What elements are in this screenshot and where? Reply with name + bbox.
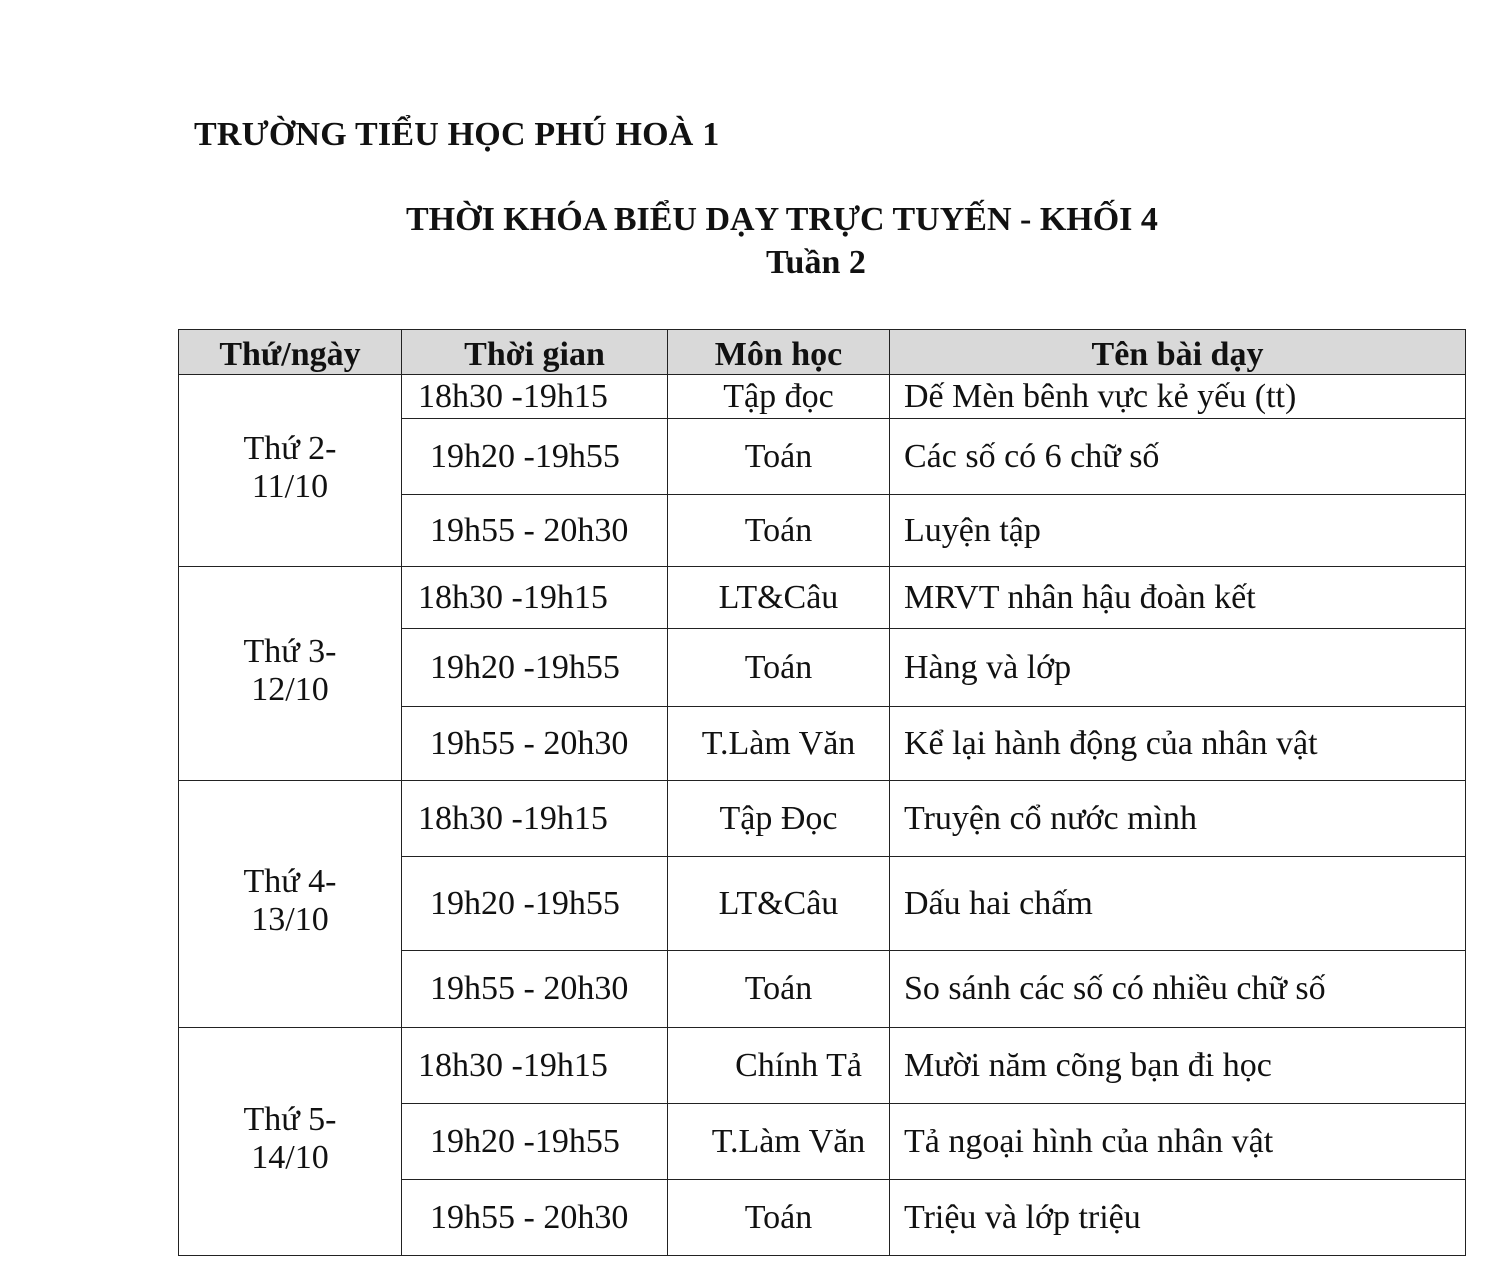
lesson-cell: Dế Mèn bênh vực kẻ yếu (tt) xyxy=(890,375,1466,419)
lesson-cell: Tả ngoại hình của nhân vật xyxy=(890,1104,1466,1180)
day-name: Thứ 4- xyxy=(243,863,337,900)
subject-cell: T.Làm Văn xyxy=(668,707,890,781)
lesson-cell: Hàng và lớp xyxy=(890,629,1466,707)
column-header-time: Thời gian xyxy=(402,330,668,375)
table-row xyxy=(179,375,1466,419)
lesson-cell: Các số có 6 chữ số xyxy=(890,419,1466,495)
lesson-cell: Luyện tập xyxy=(890,495,1466,567)
column-header-lesson: Tên bài dạy xyxy=(890,330,1466,375)
time-cell: 18h30 -19h15 xyxy=(402,1028,668,1104)
time-cell: 19h20 -19h55 xyxy=(402,1104,668,1180)
subject-cell: Toán xyxy=(668,419,890,495)
table-row xyxy=(179,781,1466,857)
subject-cell: Toán xyxy=(668,951,890,1028)
day-date: 13/10 xyxy=(251,901,329,938)
time-cell: 19h55 - 20h30 xyxy=(402,1180,668,1256)
day-name: Thứ 2- xyxy=(243,429,337,467)
subject-cell: LT&Câu xyxy=(668,857,890,951)
time-cell: 19h20 -19h55 xyxy=(402,857,668,951)
time-cell: 19h55 - 20h30 xyxy=(402,951,668,1028)
document-title: THỜI KHÓA BIỂU DẠY TRỰC TUYẾN - KHỐI 4 xyxy=(406,201,1158,238)
week-label: Tuần 2 xyxy=(766,244,866,281)
table-row xyxy=(179,567,1466,629)
day-date: 14/10 xyxy=(251,1138,329,1176)
lesson-cell: Triệu và lớp triệu xyxy=(890,1180,1466,1256)
lesson-cell: So sánh các số có nhiều chữ số xyxy=(890,951,1466,1028)
time-cell: 18h30 -19h15 xyxy=(402,375,668,419)
column-header-day: Thứ/ngày xyxy=(179,330,402,375)
day-cell xyxy=(179,1028,402,1256)
lesson-cell: Truyện cổ nước mình xyxy=(890,781,1466,857)
day-cell xyxy=(179,375,402,567)
time-cell: 18h30 -19h15 xyxy=(402,567,668,629)
subject-cell: Toán xyxy=(668,1180,890,1256)
subject-cell: Toán xyxy=(668,495,890,567)
day-cell xyxy=(179,781,402,1028)
time-cell: 19h55 - 20h30 xyxy=(402,707,668,781)
lesson-cell: MRVT nhân hậu đoàn kết xyxy=(890,567,1466,629)
day-cell xyxy=(179,567,402,781)
time-cell: 18h30 -19h15 xyxy=(402,781,668,857)
table-row xyxy=(179,1028,1466,1104)
time-cell: 19h55 - 20h30 xyxy=(402,495,668,567)
day-name: Thứ 3- xyxy=(243,632,337,670)
lesson-cell: Mười năm cõng bạn đi học xyxy=(890,1028,1466,1104)
day-date: 11/10 xyxy=(251,467,329,505)
time-cell: 19h20 -19h55 xyxy=(402,419,668,495)
subject-cell: Tập Đọc xyxy=(668,781,890,857)
subject-cell: Toán xyxy=(668,629,890,707)
school-name: TRƯỜNG TIỂU HỌC PHÚ HOÀ 1 xyxy=(194,116,720,153)
day-name: Thứ 5- xyxy=(243,1100,337,1138)
subject-cell: LT&Câu xyxy=(668,567,890,629)
header-row xyxy=(179,330,1466,375)
column-header-subject: Môn học xyxy=(668,330,890,375)
time-cell: 19h20 -19h55 xyxy=(402,629,668,707)
subject-cell: Tập đọc xyxy=(668,375,890,419)
day-date: 12/10 xyxy=(251,670,329,708)
subject-cell: T.Làm Văn xyxy=(668,1104,890,1180)
subject-cell: Chính Tả xyxy=(668,1028,890,1104)
lesson-cell: Kể lại hành động của nhân vật xyxy=(890,707,1466,781)
lesson-cell: Dấu hai chấm xyxy=(890,857,1466,951)
schedule-table xyxy=(178,329,1466,1256)
